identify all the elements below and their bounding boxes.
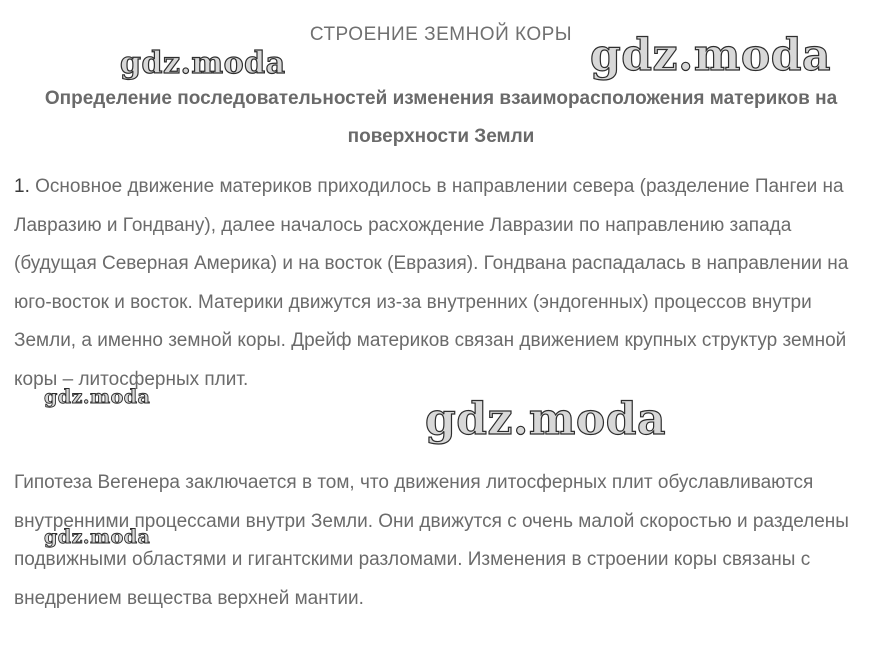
section-subtitle: Определение последовательностей изменения взаиморасположения материков на поверхности Земли	[44, 88, 838, 147]
page-title: СТРОЕНИЕ ЗЕМНОЙ КОРЫ	[309, 24, 573, 45]
watermark-logo: gdz.moda	[44, 526, 151, 548]
watermark-logo: gdz.moda	[44, 386, 151, 408]
watermark-logo: gdz.moda	[590, 30, 832, 81]
paragraph-2: Гипотеза Вегенера заключается в том, что движения литосферных плит обуславливаются внутренними процессами внутри Земли. Они движутся с очень малой скоростью и разделены подвижными областями и гигантскими разломами. Изменения в строении коры связаны с внедрением вещества верхней мантии.	[14, 472, 849, 609]
watermark-logo: gdz.moda	[425, 394, 667, 445]
paragraph-number: 1.	[14, 176, 30, 197]
paragraph-1	[14, 168, 874, 399]
watermark-logo: gdz.moda	[120, 46, 286, 81]
paragraph-1-text: Основное движение материков приходилось в направлении севера (разделение Пангеи на Лавразию и Гондвану), далее началось расхождение Лавразии по направлению запада (будущая Северная Америка) и на восток (Евразия). Гондвана распадалась в направлении на юго-восток и восток. Материки движутся из-за внутренних (эндогенных) процессов внутри Земли, а именно земной коры. Дрейф материков связан движением крупных структур земной коры – литосферных плит.	[14, 176, 849, 390]
